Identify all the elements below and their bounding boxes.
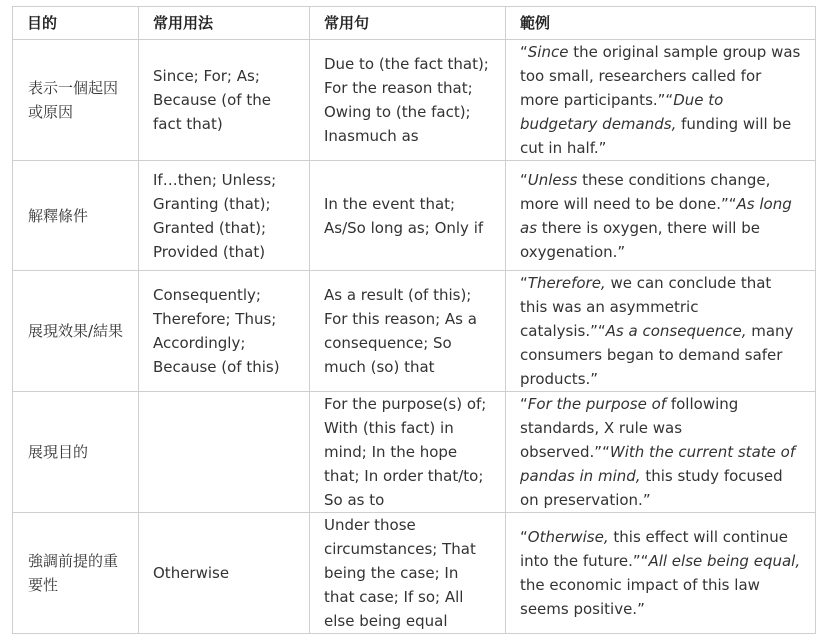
table-row	[13, 161, 816, 271]
example-cell	[506, 513, 816, 634]
usage-cell: Otherwise	[139, 513, 310, 634]
phrases-cell: As a result (of this); For this reason; As a consequence; So much (so) that	[310, 271, 506, 392]
example-cell	[506, 40, 816, 161]
purpose-cell: 展現效果/結果	[13, 271, 139, 392]
header-usage: 常用用法	[139, 7, 310, 40]
example-cell	[506, 271, 816, 392]
phrases-cell: In the event that; As/So long as; Only if	[310, 161, 506, 271]
header-row	[13, 7, 816, 40]
table-row	[13, 271, 816, 392]
usage-cell: Since; For; As; Because (of the fact that)	[139, 40, 310, 161]
example-text-italic: As a consequence,	[605, 322, 747, 340]
example-text: this study focused on preservation.”	[520, 467, 783, 509]
example-text: these conditions change, more will need to be done.”“	[520, 170, 771, 213]
phrases-cell: Under those circumstances; That being the case; In that case; If so; All else being equal	[310, 513, 506, 634]
example-text: funding will be cut in half.”	[520, 115, 792, 157]
example-text-italic: Otherwise,	[527, 528, 609, 546]
example-text: the original sample group was too small, researchers called for more participants.”“	[520, 43, 801, 109]
example-text-italic: Therefore,	[527, 274, 606, 292]
transition-phrases-table	[12, 6, 816, 634]
usage-cell: If…then; Unless; Granting (that); Granted (that); Provided (that)	[139, 161, 310, 271]
header-example: 範例	[506, 7, 816, 40]
example-text: “	[520, 170, 528, 189]
purpose-cell: 解釋條件	[13, 161, 139, 271]
example-text: “	[520, 43, 528, 61]
example-cell	[506, 161, 816, 271]
example-text: we can conclude that this was an asymmetric catalysis.”“	[520, 274, 772, 340]
table-row	[13, 392, 816, 513]
purpose-cell: 表示一個起因或原因	[13, 40, 139, 161]
table-body	[13, 40, 816, 634]
example-text-italic: Unless	[527, 170, 578, 189]
phrases-cell: For the purpose(s) of; With (this fact) in mind; In the hope that; In order that/to; So as to	[310, 392, 506, 513]
purpose-cell: 展現目的	[13, 392, 139, 513]
example-text-italic: Due to budgetary demands,	[520, 91, 724, 133]
example-text: the economic impact of this law seems positive.”	[520, 576, 760, 618]
header-phrases: 常用句	[310, 7, 506, 40]
example-text-italic: With the current state of pandas in mind,	[520, 443, 796, 485]
example-text: there is oxygen, there will be oxygenation.”	[520, 218, 760, 261]
example-text-italic: As long as	[520, 194, 792, 237]
example-text: this effect will continue into the future.”“	[520, 528, 788, 570]
example-text-italic: Since	[527, 43, 569, 61]
usage-cell: Consequently; Therefore; Thus; Accordingly; Because (of this)	[139, 271, 310, 392]
table-header	[13, 7, 816, 40]
example-text: following standards, X rule was observed.”“	[520, 395, 739, 461]
purpose-cell: 強調前提的重要性	[13, 513, 139, 634]
example-text: many consumers began to demand safer products.”	[520, 322, 794, 388]
table-row	[13, 513, 816, 634]
example-text: “	[520, 395, 528, 413]
phrases-cell: Due to (the fact that); For the reason that; Owing to (the fact); Inasmuch as	[310, 40, 506, 161]
usage-cell	[139, 392, 310, 513]
example-text: “	[520, 528, 528, 546]
table-row	[13, 40, 816, 161]
example-text-italic: All else being equal,	[648, 552, 801, 570]
header-purpose: 目的	[13, 7, 139, 40]
example-text-italic: For the purpose of	[527, 395, 667, 413]
example-text: “	[520, 274, 528, 292]
example-cell	[506, 392, 816, 513]
